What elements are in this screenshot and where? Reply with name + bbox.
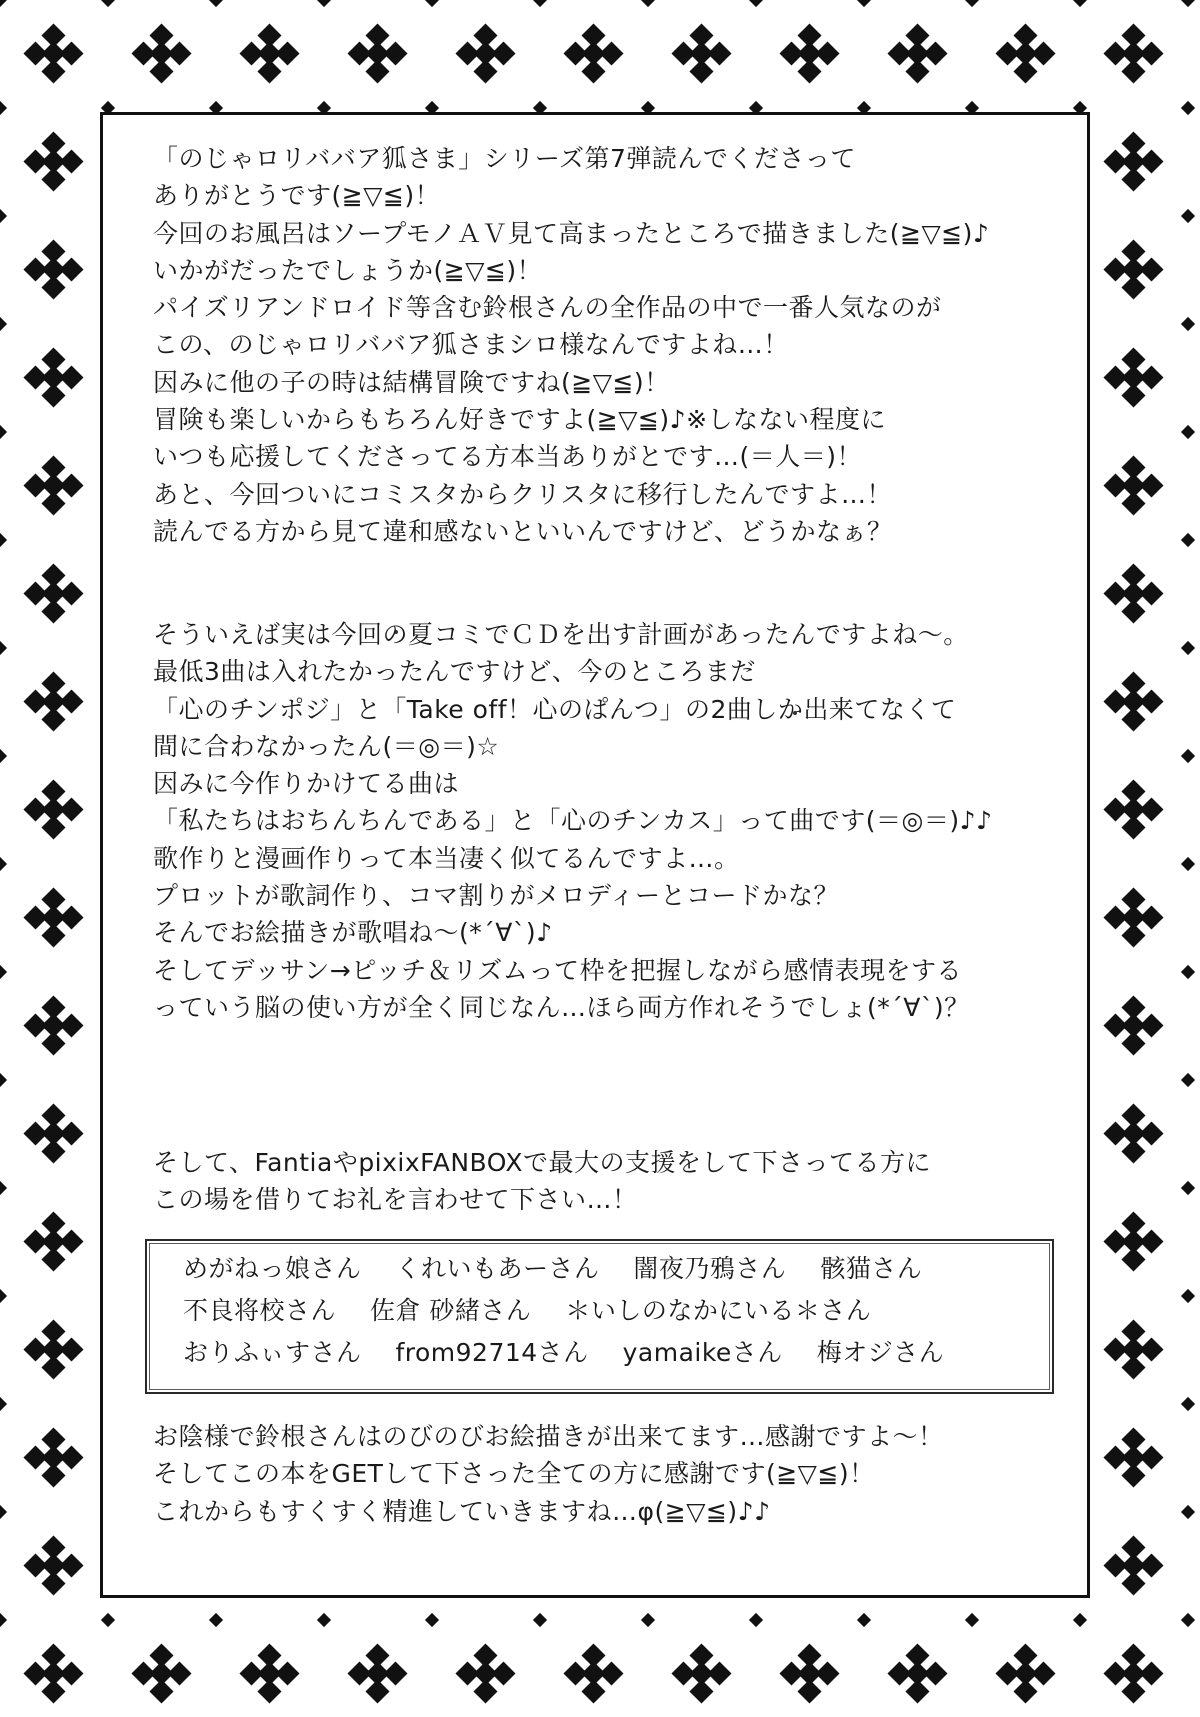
afterword-paragraph-1: 「のじゃロリババア狐さま」シリーズ第7弾読んでくださって ありがとうです(≧▽≦)！ 今回のお風呂はソープモノＡＶ見て高まったところで描きました(≧▽≦)♪ いかがだったでしょうか(≧▽≦)！ パイズリアンドロイド等含む鈴根さんの全作品の中で一番人気なのが この、のじゃロリババア狐さまシロ様なんですよね…！ 因みに他の子の時は結構冒険ですね(≧▽≦)！ 冒険も楽しいからもちろん好きですよ(≧▽≦)♪※しなない程度に いつも応援してくださってる方本当ありがとです…(＝人＝)！ あと、今回ついにコミスタからクリスタに移行したんですよ…！ 読んでる方から見て違和感ないといいんですけど、どうかなぁ？ — [153, 144, 990, 546]
supporter-row: めがねっ娘さん くれいもあーさん 闇夜乃鴉さん 骸猫さん — [183, 1254, 923, 1283]
supporter-row: おりふぃすさん from92714さん yamaikeさん 梅オジさん — [183, 1338, 945, 1367]
afterword-panel — [100, 112, 1090, 1598]
afterword-paragraph-2: そういえば実は今回の夏コミでＣＤを出す計画があったんですよね～。 最低3曲は入れたかったんですけど、今のところまだ 「心のチンポジ」と「Take off！心のぱんつ」の2曲しか出来てなくて 間に合わなかったん(＝◎＝)☆ 因みに今作りかけてる曲は 「私たちはおちんちんである」と「心のチンカス」って曲です(＝◎＝)♪♪ 歌作りと漫画作りって本当凄く似てるんですよ…。 プロットが歌詞作り、コマ割りがメロディーとコードかな？ そんでお絵描きが歌唱ね～(*´∀`)♪ そしてデッサン→ピッチ＆リズムって枠を把握しながら感情表現をする っていう脳の使い方が全く同じなん…ほら両方作れそうでしょ(*´∀`)？ — [153, 620, 993, 1022]
afterword-paragraph-4: お陰様で鈴根さんはのびのびお絵描きが出来てます…感謝ですよ～！ そしてこの本をGETして下さった全ての方に感謝です(≧▽≦)！ これからもすくすく精進していきますね…φ(≧▽≦)♪♪ — [153, 1422, 944, 1526]
supporter-row: 不良将校さん 佐倉 砂緒さん ＊いしのなかにいる＊さん — [183, 1296, 872, 1325]
supporter-list-box — [149, 1243, 1050, 1390]
afterword-paragraph-3: そして、FantiaやpixixFANBOXで最大の支援をして下さってる方に この場を借りてお礼を言わせて下さい…！ — [153, 1148, 931, 1215]
